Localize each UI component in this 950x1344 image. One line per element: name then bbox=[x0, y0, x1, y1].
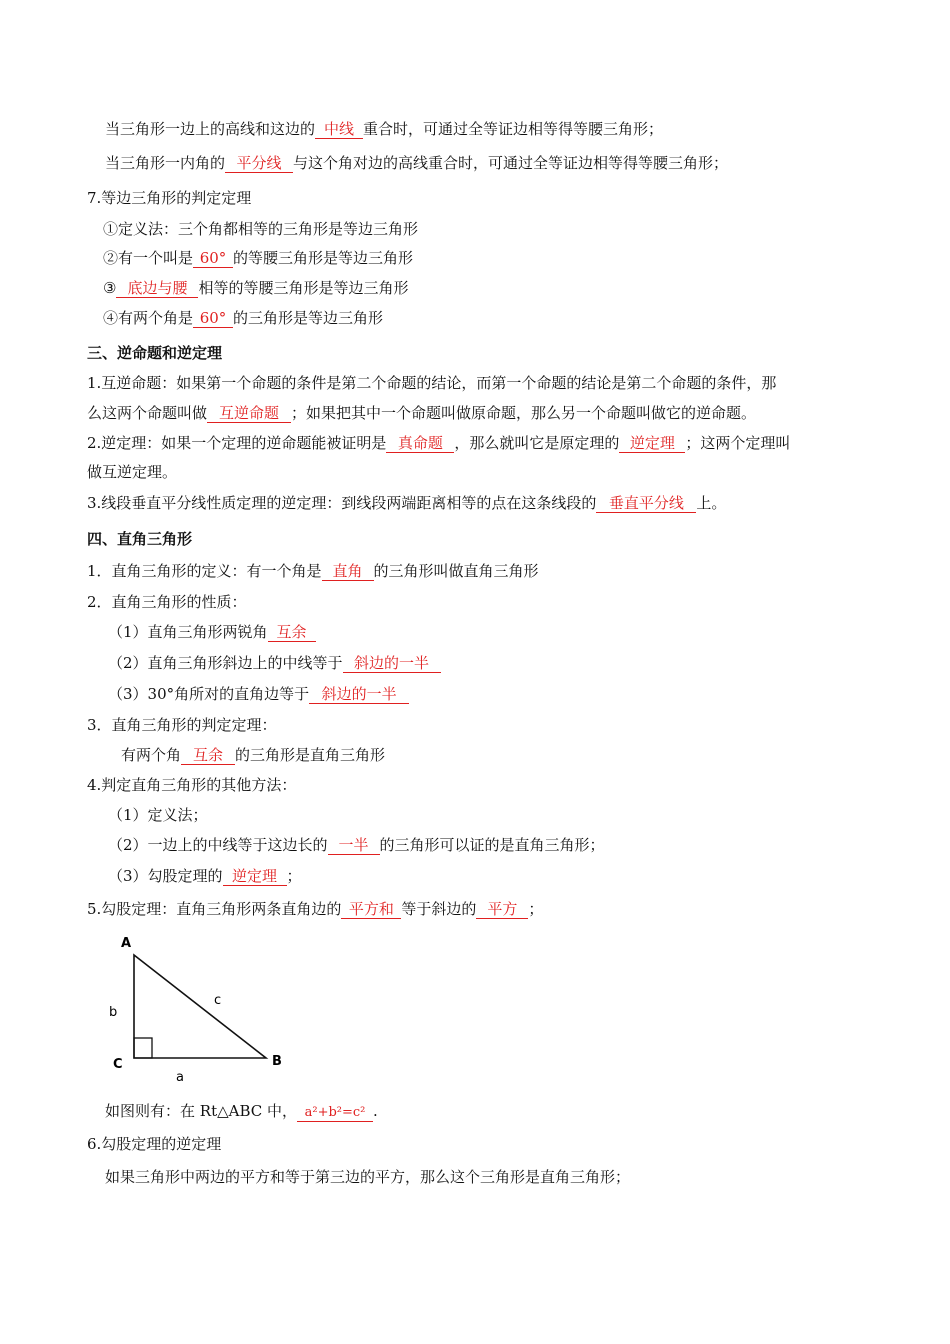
line-7: ④有两个角是 60° 的三角形是等边三角形 bbox=[103, 309, 384, 327]
line-4: ①定义法：三个角都相等的三角形是等边三角形 bbox=[103, 220, 419, 238]
answer-blank: 60° bbox=[193, 250, 233, 268]
answer-blank: 一半 bbox=[328, 837, 380, 855]
answer-blank: 平分线 bbox=[225, 155, 293, 173]
answer-blank: 互余 bbox=[181, 747, 235, 765]
answer-blank: 逆定理 bbox=[223, 868, 287, 886]
answer-blank: 斜边的一半 bbox=[343, 655, 441, 673]
answer-blank: 垂直平分线 bbox=[596, 495, 696, 513]
section-heading-4: 四、直角三角形 bbox=[87, 530, 193, 548]
line-2: 当三角形一内角的 平分线 与这个角对边的高线重合时，可通过全等证边相等得等腰三角形； bbox=[105, 154, 729, 172]
pythagorean-formula: a²+b²=c² bbox=[297, 1104, 373, 1122]
line-1: 当三角形一边上的高线和这边的 中线 重合时，可通过全等证边相等得等腰三角形； bbox=[105, 120, 664, 138]
line-11: 2.逆定理：如果一个定理的逆命题能被证明是 真命题 ，那么就叫它是原定理的 逆定理 ；这两个定理叫 bbox=[87, 434, 791, 452]
line-17: （1）直角三角形两锐角 互余 bbox=[108, 622, 316, 642]
triangle-outline bbox=[134, 955, 266, 1058]
line-19: （3）30°角所对的直角边等于 斜边的一半 bbox=[108, 684, 409, 704]
right-triangle-figure bbox=[104, 930, 294, 1090]
answer-blank: 互余 bbox=[268, 624, 316, 642]
answer-blank: 直角 bbox=[322, 563, 374, 581]
answer-blank: 互逆命题 bbox=[207, 405, 291, 423]
line-16: 2．直角三角形的性质： bbox=[87, 593, 247, 611]
line-27: 如图则有：在 Rt△ABC 中， a²+b²=c² . bbox=[105, 1102, 378, 1120]
answer-blank: 中线 bbox=[315, 121, 363, 139]
line-22: 4.判定直角三角形的其他方法： bbox=[87, 776, 297, 794]
side-a-label: a bbox=[176, 1070, 184, 1085]
line-24: （2）一边上的中线等于这边长的 一半 的三角形可以证的是直角三角形； bbox=[108, 836, 605, 854]
line-3: 7.等边三角形的判定定理 bbox=[87, 189, 252, 207]
line-23: （1）定义法； bbox=[108, 806, 208, 824]
answer-blank: 底边与腰 bbox=[116, 280, 198, 298]
line-10: 么这两个命题叫做 互逆命题 ；如果把其中一个命题叫做原命题，那么另一个命题叫做它的逆命题。 bbox=[87, 404, 757, 422]
answer-blank: 60° bbox=[193, 310, 233, 328]
line-20: 3．直角三角形的判定定理： bbox=[87, 716, 277, 734]
answer-blank: 平方和 bbox=[341, 901, 401, 919]
line-25: （3）勾股定理的 逆定理 ； bbox=[108, 867, 302, 885]
line-26: 5.勾股定理：直角三角形两条直角边的 平方和 等于斜边的 平方 ； bbox=[87, 900, 544, 918]
vertex-b-label: B bbox=[272, 1054, 282, 1069]
vertex-a-label: A bbox=[121, 936, 132, 951]
line-21: 有两个角 互余 的三角形是直角三角形 bbox=[121, 746, 386, 764]
line-12: 做互逆定理。 bbox=[87, 463, 178, 481]
answer-blank: 真命题 bbox=[386, 435, 454, 453]
line-18: （2）直角三角形斜边上的中线等于 斜边的一半 bbox=[108, 653, 441, 673]
side-b-label: b bbox=[109, 1005, 118, 1020]
line-9: 1.互逆命题：如果第一个命题的条件是第二个命题的结论，而第一个命题的结论是第二个命题的条件，那 bbox=[87, 374, 777, 392]
line-5: ②有一个叫是 60° 的等腰三角形是等边三角形 bbox=[103, 249, 414, 267]
line-15: 1．直角三角形的定义：有一个角是 直角 的三角形叫做直角三角形 bbox=[87, 562, 539, 580]
right-angle-mark bbox=[134, 1038, 152, 1058]
section-heading-3: 三、逆命题和逆定理 bbox=[87, 344, 223, 362]
line-6: ③ 底边与腰 相等的等腰三角形是等边三角形 bbox=[103, 279, 409, 297]
line-29: 如果三角形中两边的平方和等于第三边的平方，那么这个三角形是直角三角形； bbox=[105, 1168, 631, 1186]
line-13: 3.线段垂直平分线性质定理的逆定理：到线段两端距离相等的点在这条线段的 垂直平分线 上。 bbox=[87, 494, 727, 512]
vertex-c-label: C bbox=[113, 1057, 123, 1072]
answer-blank: 斜边的一半 bbox=[309, 686, 409, 704]
answer-blank: 逆定理 bbox=[619, 435, 685, 453]
line-28: 6.勾股定理的逆定理 bbox=[87, 1135, 222, 1153]
answer-blank: 平方 bbox=[476, 901, 528, 919]
side-c-label: c bbox=[214, 993, 222, 1008]
